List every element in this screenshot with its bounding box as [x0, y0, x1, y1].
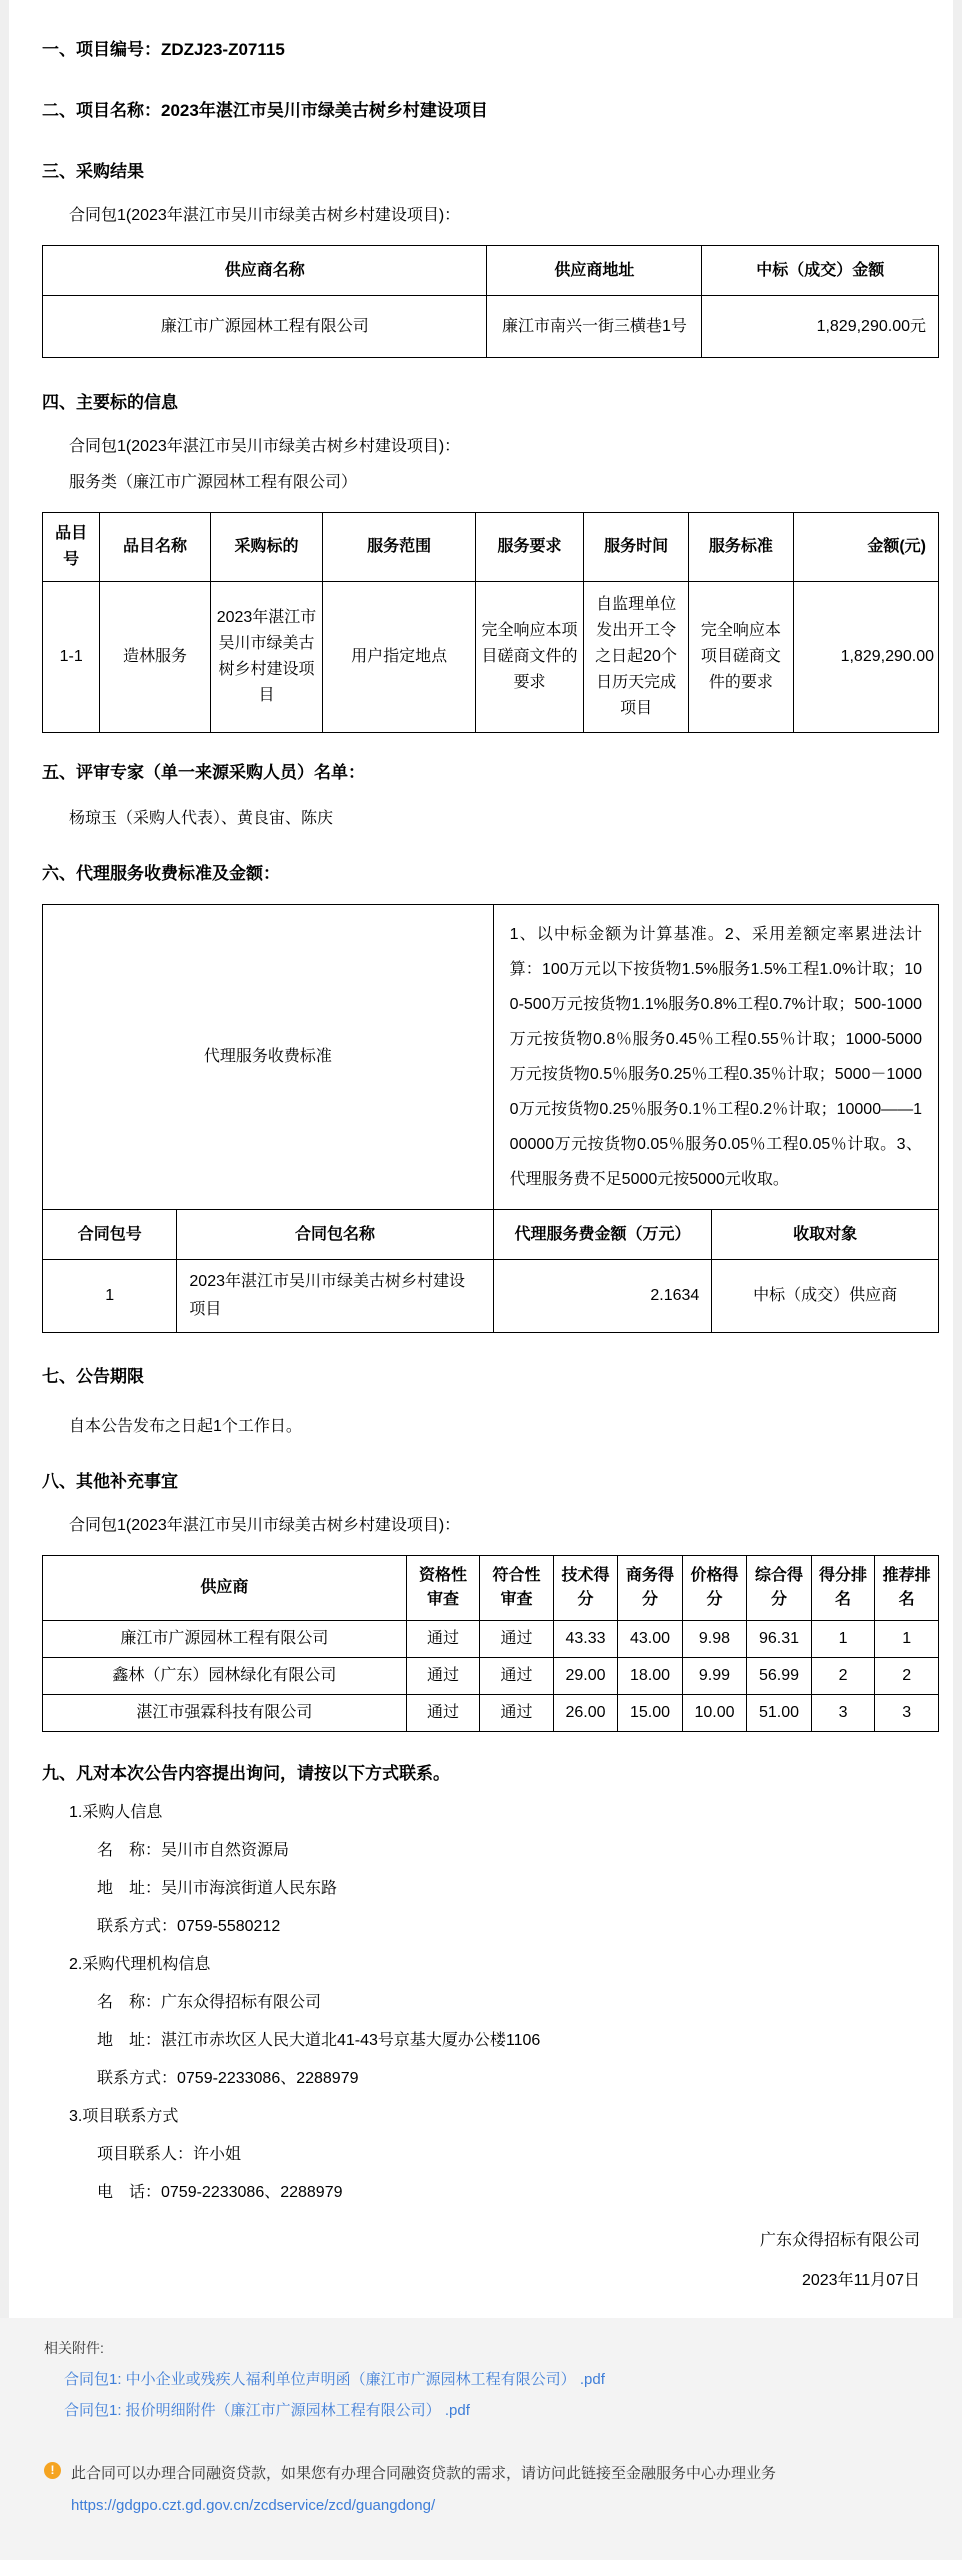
project-contact-title: 3.项目联系方式 [69, 2108, 179, 2125]
finance-notice-text: 此合同可以办理合同融资贷款，如果您有办理合同融资贷款的需求，请访问此链接至金融服务中心办理业务 [71, 2465, 777, 2482]
biz-score-cell: 15.00 [618, 1695, 683, 1732]
agency-address: 地 址：湛江市赤坎区人民大道北41-43号京基大厦办公楼1106 [97, 2032, 541, 2049]
announcement-document [9, 0, 953, 2318]
table-header-row [43, 1556, 939, 1621]
table-row [43, 1621, 939, 1658]
procurement-result-package-line: 合同包1(2023年湛江市吴川市绿美古树乡村建设项目)： [69, 207, 461, 224]
tech-score-cell: 43.33 [553, 1621, 618, 1658]
attachments-title: 相关附件: [44, 2340, 104, 2356]
procurement-result-table [42, 245, 939, 358]
column-header: 综合得分 [747, 1556, 812, 1621]
fee-standard-row [43, 905, 939, 1210]
agency-fee-table [42, 904, 939, 1333]
project-number-heading: 一、项目编号：ZDZJ23-Z07115 [42, 40, 285, 59]
signature-block [33, 2230, 920, 2292]
agency-title: 2.采购代理机构信息 [69, 1956, 211, 1973]
item-no-cell: 1-1 [43, 582, 100, 733]
tech-score-cell: 29.00 [553, 1658, 618, 1695]
score-rank-cell: 1 [811, 1621, 875, 1658]
agency-phone: 联系方式：0759-2233086、2288979 [97, 2070, 359, 2087]
signature-date: 2023年11月07日 [801, 2272, 920, 2289]
supplier-address-cell: 廉江市南兴一街三横巷1号 [487, 296, 702, 358]
total-score-cell: 51.00 [747, 1695, 812, 1732]
column-header: 供应商名称 [43, 246, 487, 296]
tech-score-cell: 26.00 [553, 1695, 618, 1732]
column-header: 商务得分 [618, 1556, 683, 1621]
footer [0, 2318, 962, 2560]
column-header: 中标（成交）金额 [702, 246, 939, 296]
biz-score-cell: 18.00 [618, 1658, 683, 1695]
column-header: 得分排名 [811, 1556, 875, 1621]
signature-company: 广东众得招标有限公司 [759, 2232, 920, 2249]
purchaser-name: 名 称：吴川市自然资源局 [97, 1842, 290, 1859]
project-contact-person: 项目联系人：许小姐 [97, 2146, 242, 2163]
announcement-period-text: 自本公告发布之日起1个工作日。 [69, 1418, 302, 1435]
fee-standard-label-cell: 代理服务收费标准 [43, 905, 494, 1210]
total-score-cell: 96.31 [747, 1621, 812, 1658]
purchaser-title: 1.采购人信息 [69, 1804, 163, 1821]
purchaser-phone: 联系方式：0759-5580212 [97, 1918, 281, 1935]
column-header: 合同包名称 [177, 1210, 493, 1260]
service-scope-cell: 用户指定地点 [323, 582, 475, 733]
contact-heading: 九、凡对本次公告内容提出询问，请按以下方式联系。 [42, 1764, 450, 1783]
main-subject-package-line: 合同包1(2023年湛江市吴川市绿美古树乡村建设项目)： [69, 438, 461, 455]
project-name-heading: 二、项目名称：2023年湛江市吴川市绿美古树乡村建设项目 [42, 101, 488, 120]
column-header: 采购标的 [210, 513, 323, 582]
supplier-cell: 廉江市广源园林工程有限公司 [43, 1621, 407, 1658]
fee-amount-cell: 2.1634 [493, 1260, 712, 1333]
conformity-cell: 通过 [480, 1695, 553, 1732]
project-contact-phone: 电 话：0759-2233086、2288979 [97, 2184, 343, 2201]
recommend-rank-cell: 1 [875, 1621, 939, 1658]
score-rank-cell: 2 [811, 1658, 875, 1695]
column-header: 技术得分 [553, 1556, 618, 1621]
column-header: 供应商 [43, 1556, 407, 1621]
table-header-row [43, 1210, 939, 1260]
attachment-link-declaration-pdf[interactable]: 合同包1: 中小企业或残疾人福利单位声明函（廉江市广源园林工程有限公司） .pdf [64, 2371, 605, 2388]
fee-payer-cell: 中标（成交）供应商 [712, 1260, 939, 1333]
table-row [43, 582, 939, 733]
award-amount-cell: 1,829,290.00元 [702, 296, 939, 358]
conformity-cell: 通过 [480, 1621, 553, 1658]
amount-cell: 1,829,290.00 [793, 582, 938, 733]
experts-heading: 五、评审专家（单一来源采购人员）名单： [42, 763, 365, 782]
supplier-cell: 湛江市强霖科技有限公司 [43, 1695, 407, 1732]
column-header: 价格得分 [682, 1556, 747, 1621]
contact-block [69, 1802, 929, 2204]
column-header: 收取对象 [712, 1210, 939, 1260]
finance-service-link[interactable]: https://gdgpo.czt.gd.gov.cn/zcdservice/zcd/guangdong/ [71, 2497, 436, 2514]
recommend-rank-cell: 3 [875, 1695, 939, 1732]
column-header: 符合性审查 [480, 1556, 553, 1621]
service-standard-cell: 完全响应本项目磋商文件的要求 [688, 582, 793, 733]
qualification-cell: 通过 [406, 1658, 479, 1695]
table-row [43, 1260, 939, 1333]
table-row [43, 296, 939, 358]
table-row [43, 1658, 939, 1695]
purchaser-address: 地 址：吴川市海滨街道人民东路 [97, 1880, 338, 1897]
conformity-cell: 通过 [480, 1658, 553, 1695]
column-header: 合同包号 [43, 1210, 177, 1260]
table-header-row [43, 513, 939, 582]
experts-names: 杨琼玉（采购人代表）、黄良宙、陈庆 [69, 810, 334, 827]
qualification-cell: 通过 [406, 1695, 479, 1732]
main-subject-table [42, 512, 939, 733]
column-header: 服务时间 [584, 513, 689, 582]
agency-fee-heading: 六、代理服务收费标准及金额： [42, 864, 280, 883]
column-header: 服务标准 [688, 513, 793, 582]
main-subject-category-line: 服务类（廉江市广源园林工程有限公司） [69, 474, 358, 491]
total-score-cell: 56.99 [747, 1658, 812, 1695]
price-score-cell: 10.00 [682, 1695, 747, 1732]
score-rank-cell: 3 [811, 1695, 875, 1732]
column-header: 服务要求 [475, 513, 583, 582]
finance-notice-row [44, 2462, 938, 2483]
price-score-cell: 9.99 [682, 1658, 747, 1695]
procurement-result-heading: 三、采购结果 [42, 162, 144, 181]
subject-cell: 2023年湛江市吴川市绿美古树乡村建设项目 [210, 582, 323, 733]
supplement-heading: 八、其他补充事宜 [42, 1472, 178, 1491]
announcement-period-heading: 七、公告期限 [42, 1367, 144, 1386]
column-header: 资格性审查 [406, 1556, 479, 1621]
column-header: 推荐排名 [875, 1556, 939, 1621]
column-header: 供应商地址 [487, 246, 702, 296]
qualification-cell: 通过 [406, 1621, 479, 1658]
package-no-cell: 1 [43, 1260, 177, 1333]
biz-score-cell: 43.00 [618, 1621, 683, 1658]
service-requirement-cell: 完全响应本项目磋商文件的要求 [475, 582, 583, 733]
main-subject-heading: 四、主要标的信息 [42, 393, 178, 412]
column-header: 代理服务费金额（万元） [493, 1210, 712, 1260]
table-header-row [43, 246, 939, 296]
attachment-link-quotation-pdf[interactable]: 合同包1: 报价明细附件（廉江市广源园林工程有限公司） .pdf [64, 2402, 470, 2419]
price-score-cell: 9.98 [682, 1621, 747, 1658]
supplement-package-line: 合同包1(2023年湛江市吴川市绿美古树乡村建设项目)： [69, 1517, 461, 1534]
agency-name: 名 称：广东众得招标有限公司 [97, 1994, 322, 2011]
column-header: 品目名称 [100, 513, 210, 582]
item-name-cell: 造林服务 [100, 582, 210, 733]
table-row [43, 1695, 939, 1732]
column-header: 金额(元) [793, 513, 938, 582]
supplier-cell: 鑫林（广东）园林绿化有限公司 [43, 1658, 407, 1695]
info-icon: ! [44, 2462, 61, 2479]
service-time-cell: 自监理单位发出开工令之日起20个日历天完成项目 [584, 582, 689, 733]
recommend-rank-cell: 2 [875, 1658, 939, 1695]
fee-standard-text-cell: 1、以中标金额为计算基准。2、采用差额定率累进法计算：100万元以下按货物1.5%服务1.5%工程1.0%计取；100-500万元按货物1.1%服务0.8%工程0.7%计取；500-1000万元按货物0.8％服务0.45％工程0.55％计取；1000-5000万元按货物0.5％服务0.25％工程0.35％计取；5000－10000万元按货物0.25％服务0.1％工程0.2％计取；10000――100000万元按货物0.05％服务0.05％工程0.05％计取。3、代理服务费不足5000元按5000元收取。 [493, 905, 938, 1210]
column-header: 服务范围 [323, 513, 475, 582]
package-name-cell: 2023年湛江市吴川市绿美古树乡村建设项目 [177, 1260, 493, 1333]
column-header: 品目号 [43, 513, 100, 582]
evaluation-table [42, 1555, 939, 1732]
supplier-name-cell: 廉江市广源园林工程有限公司 [43, 296, 487, 358]
